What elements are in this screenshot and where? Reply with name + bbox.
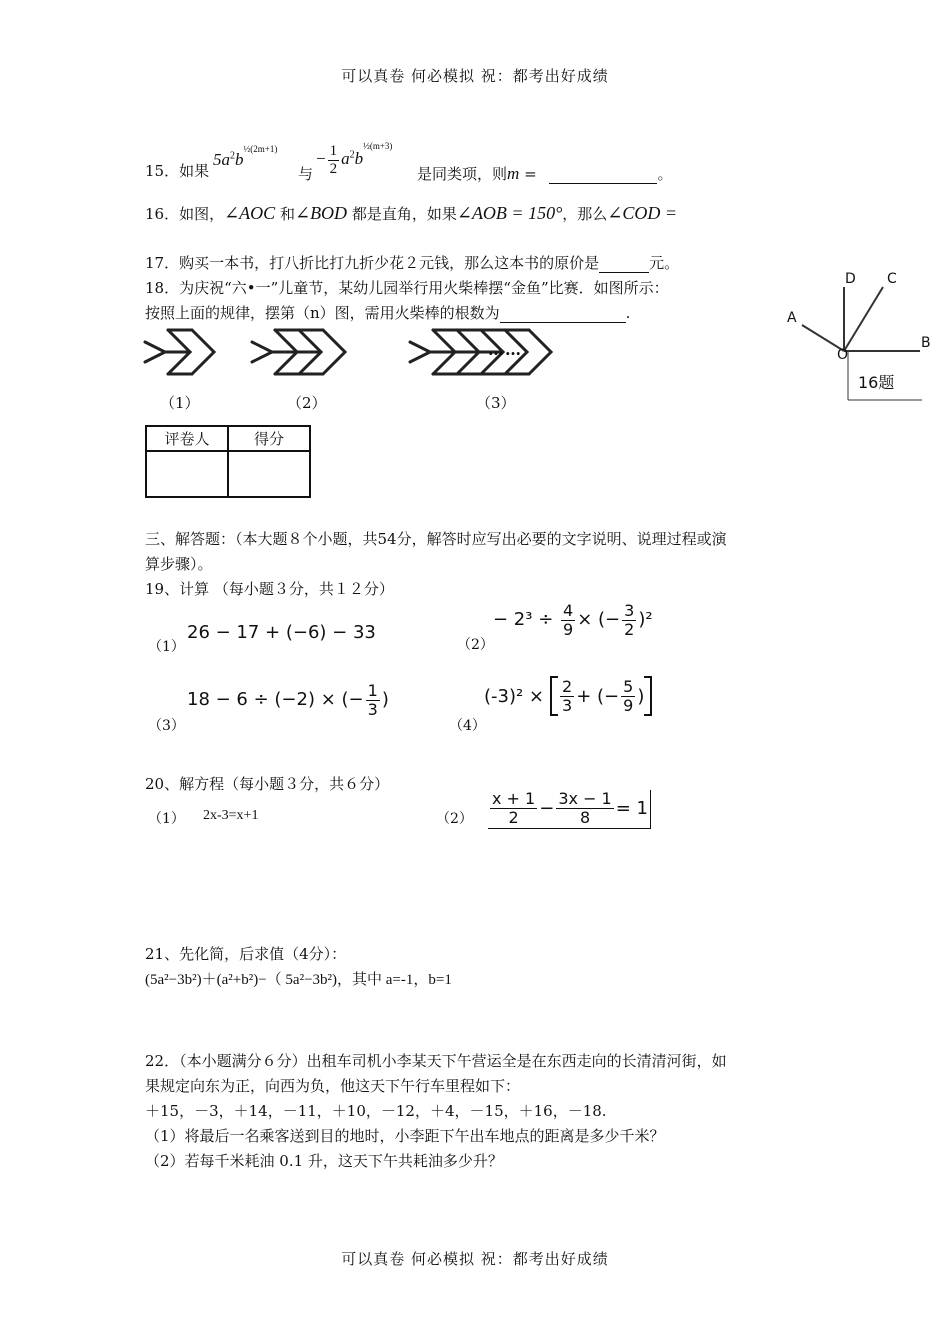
- q20-eq2-den2: 8: [579, 807, 591, 827]
- fig16-label-c: C: [887, 271, 897, 287]
- section3-line2: 算步骤）。: [145, 555, 213, 573]
- q19-p4-den1: 3: [562, 695, 573, 715]
- fish-ellipsis: ……: [488, 340, 522, 359]
- q19-p4-mid: + (−: [576, 685, 620, 707]
- q20-label-2: （2）: [436, 811, 473, 827]
- q15-term1: $5a^2b^{\frac{1}{2}(2m+1)}$: [213, 144, 278, 169]
- q15-suffix: [417, 163, 672, 184]
- q16-angle-cod: ∠COD =: [607, 203, 678, 223]
- q19-label-1: （1）: [148, 639, 185, 655]
- q17-answer-blank[interactable]: [599, 272, 649, 273]
- q19-p4-end: ): [637, 685, 645, 707]
- q19-title: 19、计算 （每小题３分，共１２分）: [145, 580, 394, 598]
- score-table-score-header: 得分: [228, 426, 310, 451]
- fish-label-2: （2）: [287, 394, 327, 412]
- q17-text: 17．购买一本书，打八折比打九折少花２元钱，那么这本书的原价是: [145, 254, 600, 272]
- q20-equation-1: 2x-3=x+1: [203, 808, 259, 823]
- question-17: [145, 252, 679, 273]
- q19-problem-2: [493, 602, 653, 638]
- fish-figure-3: [410, 330, 551, 374]
- fig16-label-d: D: [845, 271, 856, 287]
- q19-p4-bracket: [550, 676, 652, 716]
- q15-end: 。: [657, 165, 673, 183]
- score-table-grader-header: 评卷人: [146, 426, 228, 451]
- q19-p3-lead: 18 − 6 ÷ (−2) × (−: [187, 689, 364, 711]
- q18-line2: [145, 302, 630, 323]
- q15-with: 与: [298, 165, 314, 183]
- fish-figure-2: [252, 330, 345, 374]
- q19-p4-num2: 5: [623, 677, 634, 696]
- q22-line2: 果规定向东为正，向西为负，他这天下午行车里程如下：: [145, 1077, 521, 1095]
- q19-problem-3: [187, 682, 389, 718]
- q15-prefix: 15．如果: [145, 162, 210, 180]
- q20-label-1: （1）: [148, 811, 185, 827]
- question-16: [145, 203, 677, 224]
- q22-line1: 22．（本小题满分６分）出租车司机小李某天下午营运全是在东西走向的长清清河街，如: [145, 1052, 727, 1070]
- q16-text3: ，那么: [562, 205, 608, 223]
- score-table-score-cell[interactable]: [228, 451, 310, 497]
- q19-p2-den2: 2: [624, 619, 635, 639]
- page-header: 可以真卷 何必模拟 祝：都考出好成绩: [341, 67, 609, 85]
- q16-text2: 都是直角，如果: [351, 205, 457, 223]
- q19-p2-num: 4: [563, 601, 574, 620]
- fish-figures: [140, 322, 680, 386]
- q16-and: 和: [279, 205, 295, 223]
- q18-line2-text: 按照上面的规律，摆第（n）图，需用火柴棒的根数为: [145, 304, 500, 322]
- q22-subquestion-1: （1）将最后一名乘客送到目的地时，小李距下午出车地点的距离是多少千米？: [145, 1127, 665, 1145]
- fig16-label-a: A: [787, 310, 797, 326]
- question-15: [145, 160, 209, 181]
- q19-problem-4: [484, 676, 652, 716]
- q21-expression: (5a²−3b²)＋(a²+b²)−（ 5a²−3b²)，其中 a=-1，b=1: [145, 972, 452, 988]
- q16-angle-aob: ∠AOB = 150°: [456, 203, 563, 223]
- q22-subquestion-2: （2）若每千米耗油 0.1 升，这天下午共耗油多少升？: [145, 1152, 503, 1170]
- q15-answer-blank[interactable]: [549, 183, 657, 184]
- q19-p3-num: 1: [367, 681, 378, 700]
- q19-p3-den: 3: [367, 699, 378, 719]
- q19-problem-1: 26 − 17 + (−6) − 33: [187, 622, 376, 643]
- q19-p2-lead: − 2³ ÷: [493, 609, 554, 631]
- q20-eq2-minus: −: [539, 797, 555, 819]
- q15-term2: − $\frac{1}{2}$ $a^2b^{\frac{1}{2}(m+3)}$: [316, 141, 393, 177]
- q18-line1: 18．为庆祝“六•一”儿童节，某幼儿园举行用火柴棒摆“金鱼”比赛．如图所示：: [145, 279, 669, 297]
- score-table: [145, 425, 311, 498]
- score-table-grader-cell[interactable]: [146, 451, 228, 497]
- q15-suffix-text: 是同类项，则: [417, 165, 508, 183]
- q19-p4-num1: 2: [562, 677, 573, 696]
- q20-title: 20、解方程（每小题３分，共６分）: [145, 775, 390, 793]
- q19-p4-lead: (-3)² ×: [484, 685, 545, 707]
- fig16-label-o: O: [837, 347, 849, 363]
- q19-p2-mid: × (−: [577, 609, 621, 631]
- q19-p4-den2: 9: [623, 695, 634, 715]
- q22-mileage-list: ＋15，－3，＋14，－11，＋10，－12，＋4，－15，＋16，－18.: [145, 1102, 607, 1120]
- q19-p2-den: 9: [563, 619, 574, 639]
- q19-p3-end: ): [381, 689, 389, 711]
- q15-var: m: [507, 164, 520, 183]
- page-footer: 可以真卷 何必模拟 祝：都考出好成绩: [341, 1250, 609, 1268]
- q17-unit: 元。: [649, 254, 680, 272]
- q20-eq2-num1: x + 1: [492, 789, 536, 808]
- q19-label-2: （2）: [457, 637, 494, 653]
- q15-eq: =: [524, 165, 537, 183]
- q20-eq2-rhs: = 1: [615, 797, 648, 819]
- q19-label-3: （3）: [148, 718, 185, 734]
- q16-angle-aoc: ∠AOC: [224, 203, 276, 223]
- q19-p2-num2: 3: [624, 601, 635, 620]
- fish-figure-1: [145, 330, 214, 374]
- q20-equation-2: [488, 790, 651, 829]
- q16-angle-bod: ∠BOD: [294, 203, 348, 223]
- section3-line1: 三、解答题：（本大题８个小题，共54分，解答时应写出必要的文字说明、说理过程或演: [145, 530, 727, 548]
- fig16-caption: 16题: [858, 373, 895, 392]
- fish-label-3: （3）: [476, 394, 516, 412]
- q20-eq2-num2: 3x − 1: [558, 789, 612, 808]
- q20-eq2-den1: 2: [508, 807, 519, 827]
- q19-p2-end: )²: [638, 609, 653, 631]
- q18-end: .: [625, 304, 631, 322]
- fig16-label-b: B: [921, 335, 931, 351]
- q21-title: 21、先化简，后求值（4分）：: [145, 945, 347, 963]
- fish-label-1: （1）: [160, 394, 200, 412]
- q19-label-4: （4）: [449, 718, 486, 734]
- q16-text1: 16．如图，: [145, 205, 225, 223]
